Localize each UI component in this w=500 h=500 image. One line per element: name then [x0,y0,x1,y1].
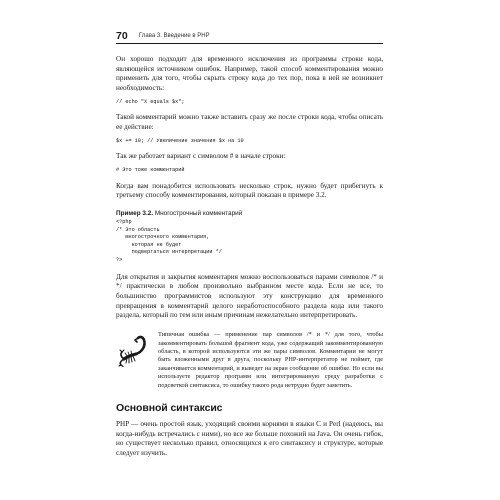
listing-label: Пример 3.2. [116,210,154,218]
code-line: // echo "X equals $x"; [116,98,185,105]
book-page [116,30,383,458]
page-header [116,30,383,44]
listing-code: <?php /* Это область многострочного комментария, которая не будет подвергаться интерпретации */ ?> [116,219,222,264]
paragraph: Так же работает вариант с символом # в начале строки: [116,152,286,161]
note-text: Типичная ошибка — применение пар символов /* и */ для того, чтобы закомментировать большой фрагмент кода, уже содержащий закомментированную область, в которой используются эти же пары символов. Комментарии не могут быть вложенными друг в друга, поскольку PHP-интерпретатор не поймет, где заканчивается комментарий, и выведет на экран сообщение об ошибке. Но если вы используете редактор программ или интегрированную среду разработки с подсветкой синтаксиса, то ошибку такого рода нетрудно будет заметить. [158,331,383,389]
paragraph: Когда вам понадобится использовать несколько строк, нужно будет прибегнуть к третьему способу комментирования, который показан в примере 3.2. [116,181,383,200]
paragraph: Такой комментарий можно также вставить сразу же после строки кода, чтобы описать ее действие: [116,113,383,132]
listing-caption [116,209,383,218]
paragraph: PHP — очень простой язык, уходящий своими корнями в языки C и Perl (надеюсь, вы когда-нибудь встречались с ними), но все же больше похожий на Java. Он очень гибок, но существует несколько правил, относящихся к его синтаксису и структуре, которые следует изучить. [116,420,383,458]
paragraph: Он хорошо подходит для временного исключения из программы строки кода, являющейся источником ошибок. Например, такой способ комментирования можно применить для того, чтобы скрыть строку кода до тех пор, пока в ней не возникнет необходимость: [116,55,383,93]
section-heading: Основной синтаксис [116,402,223,415]
listing-title: Многострочный комментарий [154,210,243,218]
warning-note [116,331,383,390]
scorpion-icon [116,332,152,368]
code-line: # Это тоже комментарий [116,167,185,174]
paragraph: Для открытия и закрытия комментария можно воспользоваться парами символов /* и */ практически в любом произвольно выбранном месте кода. Если не все, то большинство программистов используют эту конструкцию для временного превращения в комментарий целого неработоспособного раздела кода или такого раздела, который по тем или иным причинам нежелательно интерпретировать. [116,272,383,320]
page-number: 70 [116,30,128,42]
page-body [116,55,383,459]
code-line: $x += 10; // Увеличение значения $x на 10 [116,137,244,144]
chapter-title: Глава 3. Введение в PHP [139,33,210,39]
